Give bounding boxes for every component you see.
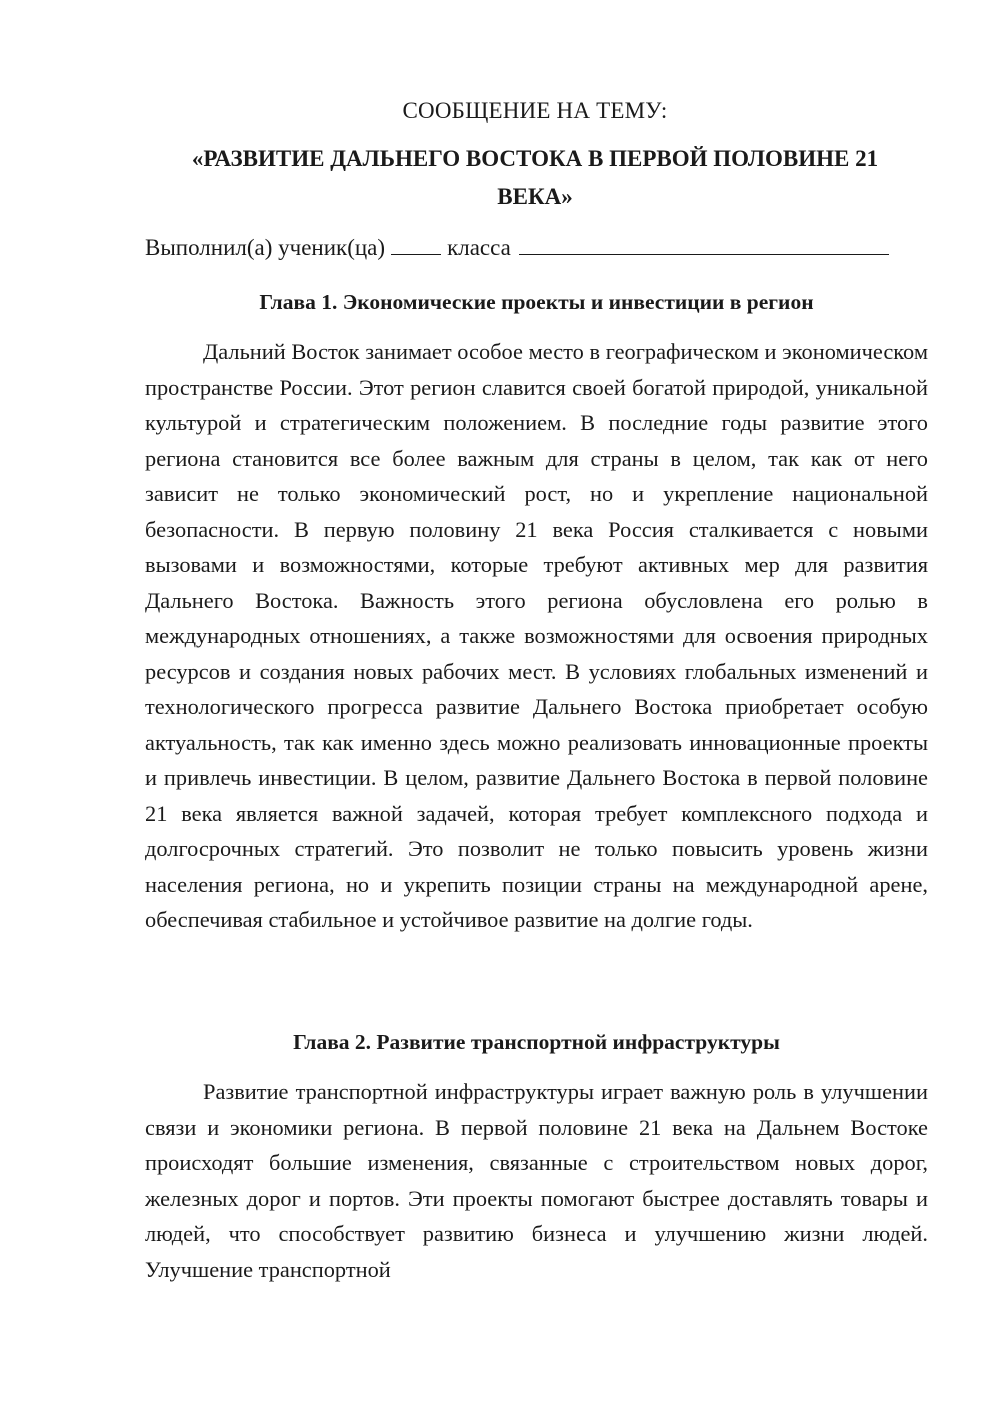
chapter-2-heading: Глава 2. Развитие транспортной инфраструктуры [293,1030,780,1054]
student-name-blank[interactable] [519,234,889,255]
document-title: «РАЗВИТИЕ ДАЛЬНЕГО ВОСТОКА В ПЕРВОЙ ПОЛОВИНЕ 21 ВЕКА» [191,146,879,209]
author-label: Выполнил(а) ученик(ца) [145,235,386,260]
class-number-blank[interactable] [391,234,441,255]
document-title-intro: СООБЩЕНИЕ НА ТЕМУ: [402,98,668,123]
chapter-1-heading: Глава 1. Экономические проекты и инвестиции в регион [259,290,814,314]
author-line [145,233,935,263]
chapter-1-paragraph: Дальний Восток занимает особое место в географическом и экономическом пространстве России. Этот регион славится своей богатой природой, уникальной культурой и стратегическим положением. В последние годы развитие этого региона становится все более важным для страны в целом, так как от него зависит не только экономический рост, но и укрепление национальной безопасности. В первую половину 21 века Россия сталкивается с новыми вызовами и возможностями, которые требуют активных мер для развития Дальнего Востока. Важность этого региона обусловлена его ролью в международных отношениях, а также возможностями для освоения природных ресурсов и создания новых рабочих мест. В условиях глобальных изменений и технологического прогресса развитие Дальнего Востока приобретает особую актуальность, так как именно здесь можно реализовать инновационные проекты и привлечь инвестиции. В целом, развитие Дальнего Востока в первой половине 21 века является важной задачей, которая требует комплексного подхода и долгосрочных стратегий. Это позволит не только повысить уровень жизни населения региона, но и укрепить позиции страны на международной арене, обеспечивая стабильное и устойчивое развитие на долгие годы. [145,339,928,932]
class-label: класса [447,235,511,260]
chapter-2-paragraph: Развитие транспортной инфраструктуры играет важную роль в улучшении связи и экономики региона. В первой половине 21 века на Дальнем Востоке происходят большие изменения, связанные с строительством новых дорог, железных дорог и портов. Эти проекты помогают быстрее доставлять товары и людей, что способствует развитию бизнеса и улучшению жизни людей. Улучшение транспортной [145,1079,928,1282]
